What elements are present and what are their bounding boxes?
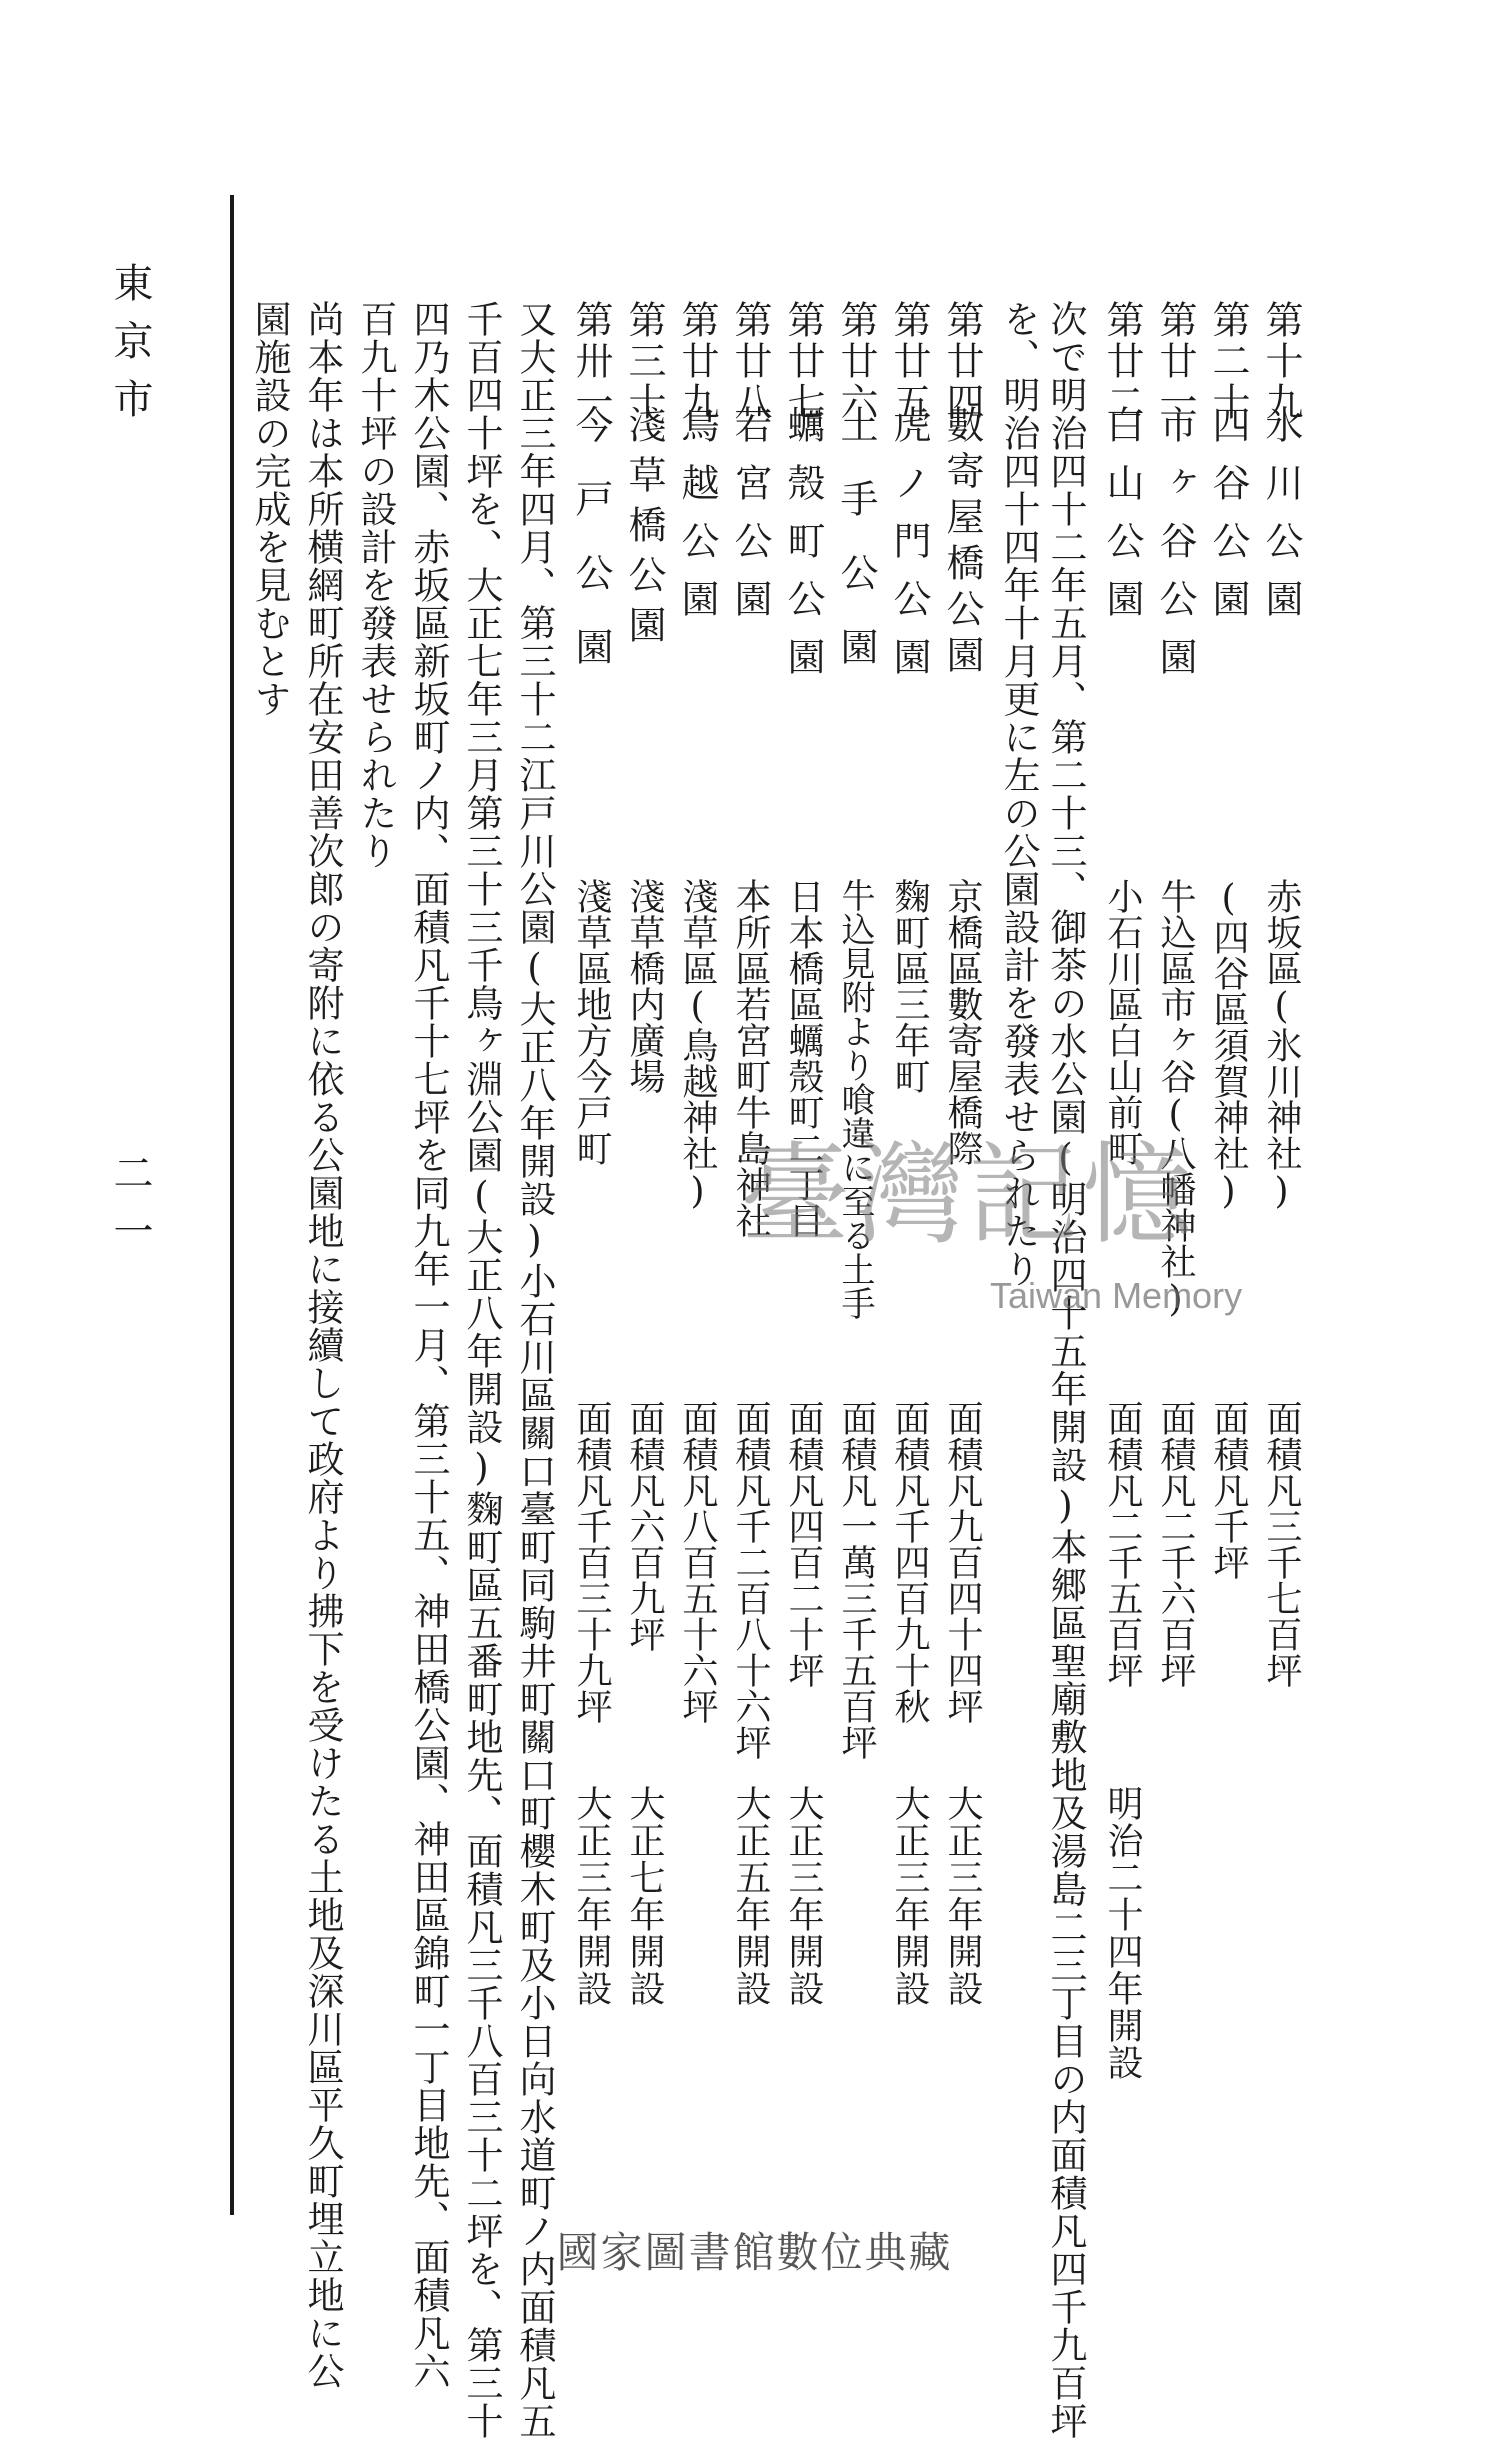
park-name: 土手公園 xyxy=(834,405,878,701)
page-number: 二一 xyxy=(107,1152,153,1268)
park-location: 日本橋區蠣殼町二丁目 xyxy=(783,878,824,1238)
park-number: 第廿六 xyxy=(834,300,878,423)
park-number: 第十九 xyxy=(1259,300,1303,423)
park-name: 四谷公園 xyxy=(1206,405,1250,637)
park-area: 面積凡四百二十坪 xyxy=(783,1400,824,1688)
park-number: 第廿七 xyxy=(781,300,825,423)
park-name: 若宮公園 xyxy=(728,405,772,637)
park-location: 淺草區地方今戸町 xyxy=(571,878,612,1166)
watermark-logo: 臺灣記憶 xyxy=(740,1131,1196,1259)
library-footer: 國家圖書館數位典藏 xyxy=(556,2228,953,2277)
park-area: 面積凡二千五百坪 xyxy=(1102,1400,1143,1688)
park-number: 第廿二 xyxy=(1100,300,1144,423)
park-location: 麴町區三年町 xyxy=(889,878,930,1094)
park-area: 面積凡二千六百坪 xyxy=(1155,1400,1196,1688)
park-location: 淺草橋内廣場 xyxy=(624,878,665,1094)
park-number: 第廿一 xyxy=(1153,300,1197,423)
park-number: 第三十 xyxy=(622,300,666,423)
park-opened: 大正五年開設 xyxy=(730,1785,771,2007)
park-location: 赤坂區(氷川神社) xyxy=(1261,878,1302,1212)
park-number: 第卅一 xyxy=(569,300,613,423)
park-opened: 明治二十四年開設 xyxy=(1102,1785,1143,2081)
park-opened: 大正七年開設 xyxy=(624,1785,665,2007)
park-name: 白山公園 xyxy=(1100,405,1144,637)
park-area: 面積凡三千七百坪 xyxy=(1261,1400,1302,1688)
watermark-caption: Taiwan Memory xyxy=(990,1275,1243,1316)
park-opened: 大正三年開設 xyxy=(783,1785,824,2007)
paragraph-line: 園施設の完成を見むとす xyxy=(248,300,291,718)
paragraph-line: 次で明治四十二年五月、第二十三、御茶の水公園(明治四十五年開設)本郷區聖廟敷地及湯島二三丁目の内面積凡四千九百坪 xyxy=(1044,300,1087,2440)
park-area: 面積凡一萬三千五百坪 xyxy=(836,1400,877,1760)
paragraph-line: 尚本年は本所横網町所在安田善次郎の寄附に依る公園地に接續して政府より拂下を受けたる土地及深川區平久町埋立地に公 xyxy=(301,300,344,2390)
running-header: 東京市 xyxy=(107,262,153,436)
park-location: 牛込見附より喰違に至る土手 xyxy=(835,878,875,1320)
paragraph-line: 四乃木公園、赤坂區新坂町ノ内、面積凡千十七坪を同九年一月、第三十五、神田橋公園、神田區錦町一丁目地先、面積凡六 xyxy=(407,300,450,2390)
park-area: 面積凡千百三十九坪 xyxy=(571,1400,612,1724)
park-opened: 大正三年開設 xyxy=(571,1785,612,2007)
park-location: 小石川區白山前町 xyxy=(1102,878,1143,1166)
park-number: 第廿八 xyxy=(728,300,772,423)
park-location: 牛込區市ヶ谷(八幡神社) xyxy=(1155,878,1196,1320)
paragraph-line: 百九十坪の設計を發表せられたり xyxy=(354,300,397,870)
park-location: 淺草區(鳥越神社) xyxy=(677,878,718,1212)
park-name: 市ヶ谷公園 xyxy=(1153,405,1197,695)
paragraph-line: を、明治四十四年十月更に左の公園設計を發表せられたり xyxy=(997,300,1040,1288)
park-area: 面積凡六百九坪 xyxy=(624,1400,665,1652)
park-name: 淺草橋公園 xyxy=(622,405,666,655)
park-area: 面積凡八百五十六坪 xyxy=(677,1400,718,1724)
margin-rule xyxy=(230,195,234,2215)
park-number: 第廿九 xyxy=(675,300,719,423)
park-opened: 大正三年開設 xyxy=(889,1785,930,2007)
park-name: 氷川公園 xyxy=(1259,405,1303,637)
park-name: 今戸公園 xyxy=(569,405,613,701)
park-location: 本所區若宮町牛島神社 xyxy=(730,878,771,1238)
park-number: 第廿四 xyxy=(940,300,984,423)
paragraph-line: 千百四十坪を、大正七年三月第三十三千鳥ヶ淵公園(大正八年開設)麴町區五番町地先、面積凡三千八百三十二坪を、第三十 xyxy=(460,300,503,2440)
park-name: 鳥越公園 xyxy=(675,405,719,637)
park-location: 京橋區數寄屋橋際 xyxy=(942,878,983,1166)
park-area: 面積凡千二百八十六坪 xyxy=(730,1400,771,1760)
park-area: 面積凡九百四十四坪 xyxy=(942,1400,983,1724)
park-area: 面積凡千坪 xyxy=(1208,1400,1249,1580)
park-number: 第二十 xyxy=(1206,300,1250,423)
park-name: 虎ノ門公園 xyxy=(887,405,931,695)
park-opened: 大正三年開設 xyxy=(942,1785,983,2007)
park-name: 數寄屋橋公園 xyxy=(940,405,984,681)
park-location: (四谷區須賀神社) xyxy=(1208,878,1249,1212)
park-name: 蠣殼町公園 xyxy=(781,405,825,695)
park-area: 面積凡千四百九十秋 xyxy=(889,1400,930,1724)
park-number: 第廿五 xyxy=(887,300,931,423)
paragraph-line: 又大正三年四月、第三十二江戸川公園(大正八年開設)小石川區關口臺町同駒井町關口町櫻木町及小日向水道町ノ内面積凡五 xyxy=(513,300,556,2440)
